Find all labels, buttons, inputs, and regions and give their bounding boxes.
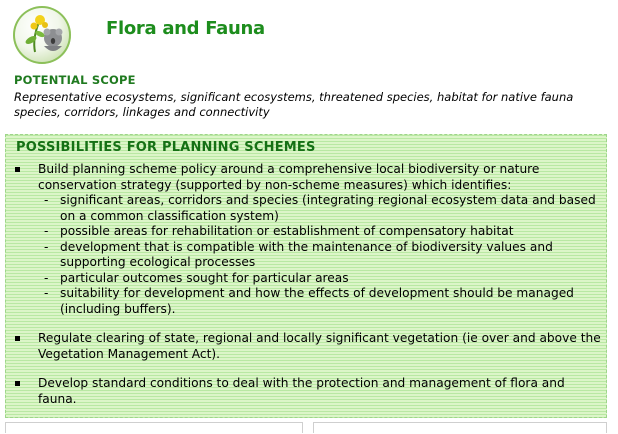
dash-bullet-icon: - bbox=[44, 270, 49, 285]
bottom-panels bbox=[5, 422, 605, 434]
sub-list-item-text: significant areas, corridors and species (integrating regional ecosystem data and based on a common classification system) bbox=[60, 193, 596, 223]
dash-bullet-icon: - bbox=[44, 239, 49, 254]
page-title: Flora and Fauna bbox=[106, 18, 265, 39]
sub-list-item-text: particular outcomes sought for particular areas bbox=[60, 270, 349, 285]
panel-heading: POSSIBILITIES FOR PLANNING SCHEMES bbox=[16, 140, 316, 155]
dash-bullet-icon: - bbox=[44, 193, 49, 207]
sub-list-item bbox=[38, 193, 606, 224]
sub-list-item bbox=[38, 240, 606, 271]
bottom-panel-left bbox=[5, 422, 303, 433]
list-item-text: Develop standard conditions to deal with the protection and management of flora and fauna. bbox=[38, 376, 565, 406]
dash-bullet-icon: - bbox=[44, 286, 49, 300]
bottom-panel-right bbox=[313, 422, 607, 433]
planning-schemes-panel bbox=[5, 134, 607, 418]
planning-items-list bbox=[6, 162, 606, 421]
flora-fauna-logo-icon bbox=[13, 6, 71, 64]
list-item bbox=[6, 376, 606, 407]
sub-list-item bbox=[38, 224, 606, 240]
list-item-text: Build planning scheme policy around a comprehensive local biodiversity or nature conservation strategy (supported by non-scheme measures) which identifies: bbox=[38, 162, 540, 192]
sub-list-item-text: possible areas for rehabilitation or establishment of compensatory habitat bbox=[60, 224, 514, 238]
scope-text: Representative ecosystems, significant ecosystems, threatened species, habitat for native fauna species, corridors, linkages and connectivity bbox=[14, 90, 574, 119]
list-item bbox=[6, 331, 606, 362]
square-bullet-icon bbox=[15, 167, 20, 172]
square-bullet-icon bbox=[15, 336, 20, 341]
sub-list-item-text: suitability for development and how the effects of development should be managed (including buffers). bbox=[60, 286, 574, 316]
sub-list-item-text: development that is compatible with the maintenance of biodiversity values and supporting ecological processes bbox=[60, 239, 553, 269]
list-item-text: Regulate clearing of state, regional and locally significant vegetation (ie over and above the Vegetation Management Act). bbox=[38, 331, 601, 361]
scope-heading: POTENTIAL SCOPE bbox=[14, 73, 136, 87]
sub-list-item bbox=[38, 271, 606, 287]
page-header bbox=[0, 0, 618, 70]
sub-list-item bbox=[38, 286, 606, 317]
sub-list bbox=[38, 193, 606, 317]
dash-bullet-icon: - bbox=[44, 224, 49, 238]
list-item bbox=[6, 162, 606, 317]
square-bullet-icon bbox=[15, 381, 20, 386]
